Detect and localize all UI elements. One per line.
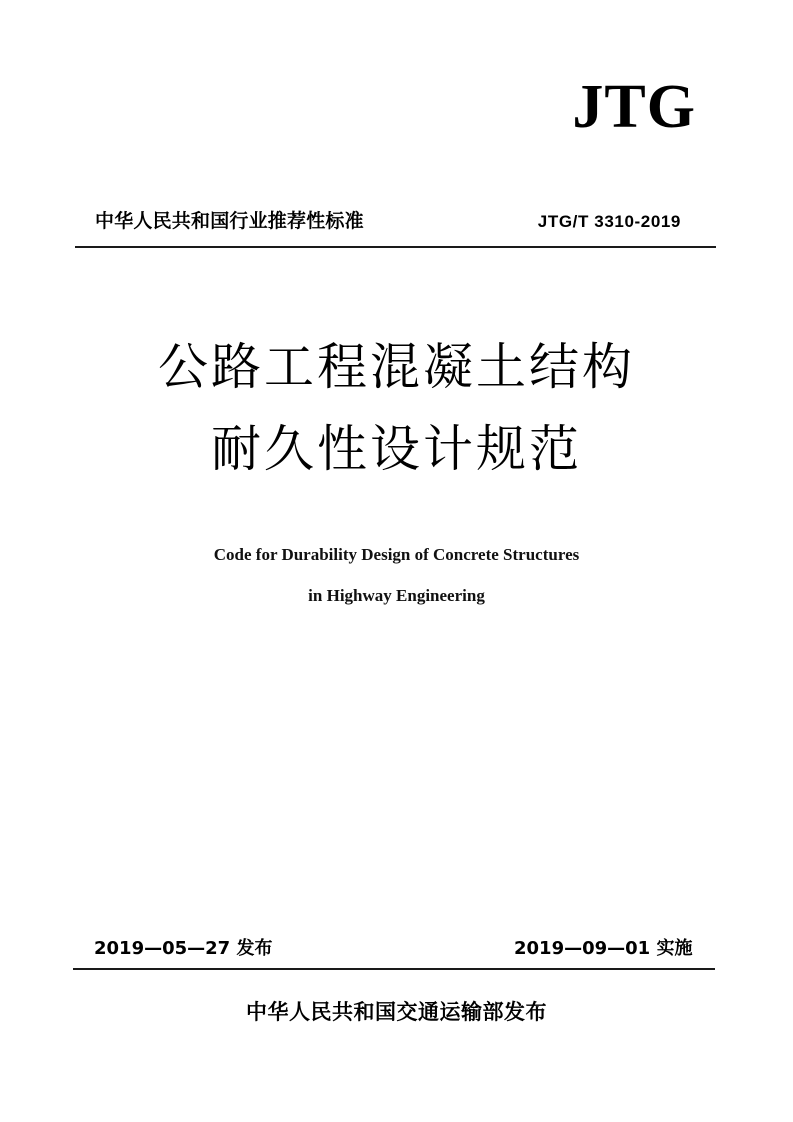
standard-type: 中华人民共和国行业推荐性标准 <box>95 210 364 232</box>
jtg-logo: JTG <box>572 73 696 141</box>
effective-date: 2019—09—01 实施 <box>514 938 693 959</box>
title-cn-line2: 耐久性设计规范 <box>211 420 582 478</box>
top-divider <box>75 246 716 248</box>
standard-code: JTG/T 3310-2019 <box>537 212 681 231</box>
title-en-line1: Code for Durability Design of Concrete Structures <box>213 545 580 564</box>
bottom-divider <box>73 968 715 970</box>
publisher: 中华人民共和国交通运输部发布 <box>246 1000 547 1024</box>
title-cn-line1: 公路工程混凝土结构 <box>158 338 635 396</box>
title-en-line2: in Highway Engineering <box>308 586 485 605</box>
issue-date: 2019—05—27 发布 <box>94 938 273 959</box>
